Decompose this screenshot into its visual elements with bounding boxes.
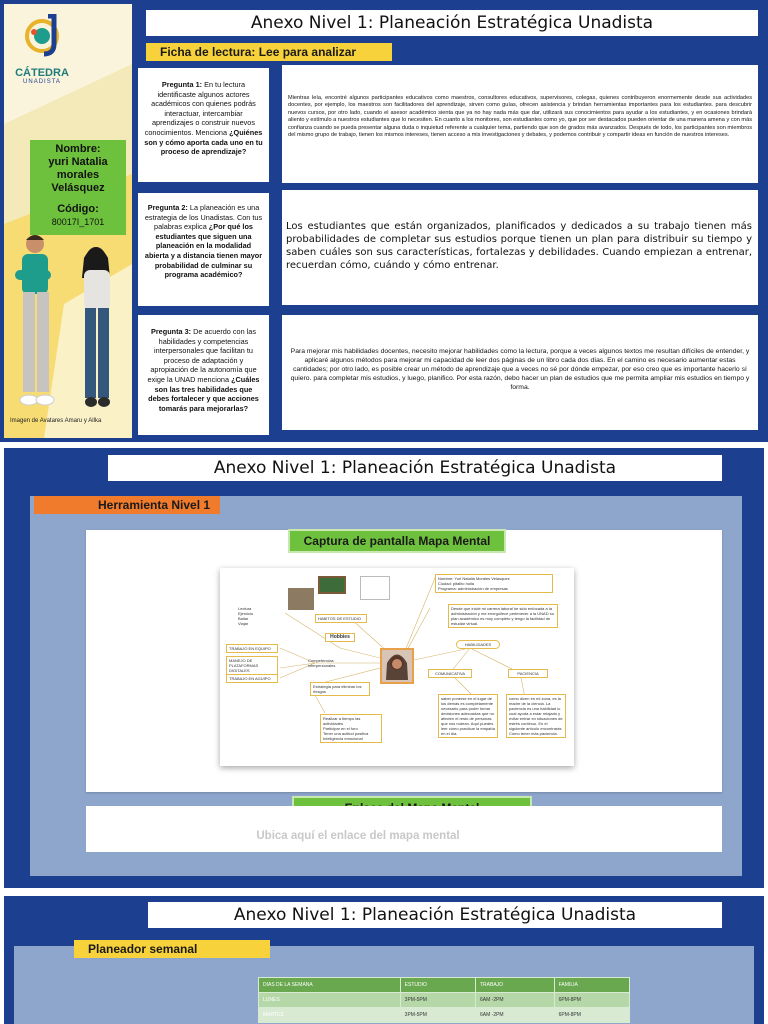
student-info-box <box>30 140 126 235</box>
avatar-caption: Imagen de Avatares Amaru y Allka <box>10 418 102 424</box>
question-2 <box>138 193 269 306</box>
table-row <box>259 993 630 1008</box>
answer-1: Mientras leía, encontré algunos participantes educativos como maestros, consultores educativos, supervisores, colegas, quienes contribuyeron enormemente desde sus actividades docentes, por ejemplo, los maestros son facilitadores del aprendizaje, sirven como guías, ofrecen asistencia y brindan herramientas importantes para los estudiantes. para descubrir nuevos cursos, por otro lado, cuando el asesor académico sienta que ya no hay nada más que dar, utilizará sus conocimientos para ayudar a los estudiantes, y en ocasiones brindará aliento y estímulo a nuestros estudiantes que lo necesiten. En cuanto a los monitores, son estudiantes como yo, que por ser destacados pueden orientar de una manera amena y con más confianza cuando se pueda presentar alguna duda o inquietud referente a cualquier tema, partiendo que son de grados más avanzados. Después de todo, los participantes son miembros del mismo grupo de trabajo, tienen los mismos intereses, tienen acceso a mis investigaciones y debates, y podemos contribuir y compartir ideas en función de nuestros intereses. <box>282 65 758 183</box>
table-cell: 6PM-8PM <box>554 1008 629 1023</box>
mm-hobby-list: Lectura Ejercicio Bailar Viajar <box>238 606 254 626</box>
mm-info-box: Nombre: Yuri Natalia Morales Velasquez Ciudad: pitalito huila Programa: administración de empresas <box>435 574 553 593</box>
mm-trabajo-equipo-1: TRABAJO EN EQUIPO <box>226 644 278 653</box>
mm-paciencia-text: como dicen en mi zona, es la madre de la ciencia. La paciencia es una habilidad lo cual ayuda a estar relajado y evitar entrar en situaciones de estrés continuo. En el siguiente artículo encontrarás Cómo tener más paciencia. <box>506 694 566 738</box>
mm-habilidades: HABILIDADES <box>456 640 500 649</box>
mm-hobbies: Hobbies <box>325 633 355 642</box>
table-cell: 6PM-8PM <box>554 993 629 1008</box>
link-placeholder: Ubica aquí el enlace del mapa mental <box>256 830 460 842</box>
q1-bold: ¿Quiénes son y cómo aporta cada uno en tu proceso de aprendizaje? <box>144 127 263 157</box>
mm-thumb-3 <box>360 576 390 600</box>
mm-manejo: MANEJO DE PLATAFORMAS DIGITALES <box>226 656 278 675</box>
weekly-planner-table <box>258 977 630 1023</box>
code-value: 80017I_1701 <box>51 217 105 227</box>
mm-thumb-1 <box>288 588 314 610</box>
link-box[interactable] <box>86 806 722 852</box>
capture-label: Captura de pantalla Mapa Mental <box>290 531 504 551</box>
slide3-section-label: Planeador semanal <box>74 940 270 958</box>
name-value: yuri Natalia morales Velásquez <box>48 156 108 194</box>
avatar-allka <box>82 247 110 407</box>
table-row <box>259 1008 630 1023</box>
table-header: FAMILIA <box>554 978 629 993</box>
mm-thumb-2 <box>318 576 346 594</box>
q2-bold: ¿Por qué los estudiantes que siguen una planeación en la modalidad abierta y a distancia tienen mayor probabilidad de culminar su programa académico? <box>144 222 263 280</box>
logo-sub: UNADISTA <box>23 79 61 85</box>
mm-estrategia: Estrategia para eliminar los riesgos <box>310 682 370 696</box>
avatar-amaru <box>15 235 54 405</box>
table-header: ESTUDIO <box>400 978 475 993</box>
table-header: TRABAJO <box>475 978 554 993</box>
table-header: DIAS DE LA SEMANA <box>259 978 401 993</box>
table-cell: LUNES <box>259 993 401 1008</box>
catedra-logo <box>12 14 72 94</box>
q2-lead: Pregunta 2: <box>147 203 188 212</box>
table-cell: MARTES <box>259 1008 401 1023</box>
logo-mark-icon <box>12 14 72 62</box>
mindmap-screenshot <box>220 568 574 766</box>
slide2-title: Anexo Nivel 1: Planeación Estratégica Unadista <box>108 455 722 481</box>
table-cell: 3PM-5PM <box>400 1008 475 1023</box>
mm-habitos: HABITOS DE ESTUDIO <box>315 614 367 623</box>
slide2-section-label: Herramienta Nivel 1 <box>34 496 220 514</box>
mm-comunicativa: COMUNICATIVA <box>428 669 472 678</box>
avatars-illustration <box>10 230 126 420</box>
slide3-title: Anexo Nivel 1: Planeación Estratégica Unadista <box>148 902 722 928</box>
table-cell: 3PM-5PM <box>400 993 475 1008</box>
q3-text: De acuerdo con las habilidades y competencias interpersonales que facilitan tu proceso de adaptación y apropiación de la autonomía que exige la UNAD menciona <box>147 327 257 384</box>
mm-paciencia: PACIENCIA <box>508 669 548 678</box>
q1-text: En tu lectura identificaste algunos actores académicos con quienes podrás interactuar, intercambiar aprendizajes o construir nuevos conocimientos. Menciona <box>144 80 256 137</box>
mm-realizar: Realizar a tiempo las actividades Participar en el foro Tener una actitud positiva Inteligencia emocional <box>320 714 382 743</box>
question-3 <box>138 315 269 435</box>
table-header-row <box>259 978 630 993</box>
mm-comunicativa-text: saber ponerse en el lugar de los demás es completamente necesario para poder tomar decisiones adecuadas que no afecten el resto de personas que nos rodean. Aquí puedes leer cómo practicar la empatía en el día. <box>438 694 498 738</box>
mm-trabajo-equipo-2: TRABAJO EN AGUIPO <box>226 674 278 683</box>
portrait-icon <box>382 650 412 682</box>
q3-bold: ¿Cuáles son las tres habilidades que debes fortalecer y que acciones tomarás para mejorarlas? <box>148 374 260 413</box>
table-cell: 6AM -2PM <box>475 993 554 1008</box>
mm-center-photo <box>380 648 414 684</box>
answer-3: Para mejorar mis habilidades docentes, necesito mejorar habilidades como la lectura, porque a veces algunos textos me resultan difíciles de entender, y aplicaré algunos métodos para mejorar mi capacidad de leer dos páginas de un libro cada dos días. En el camino es necesario aumentar estas cantidades; por otro lado, es posible crear un método de aprendizaje que a veces no sé por dónde empezar, por eso creo que es importante hacerlo sí quiero. para completar mis estudios, y luego, planifico. Por esta razón, debo hacer un plan de estudios que me permita ampliar mis estudios en tiempo y forma. <box>282 315 758 430</box>
mm-competencias: Competencias interpersonales <box>308 658 336 668</box>
q1-lead: Pregunta 1: <box>161 80 203 89</box>
question-1 <box>138 68 269 182</box>
q3-lead: Pregunta 3: <box>150 327 192 336</box>
name-label: Nombre: <box>55 143 101 155</box>
q2-text: La planeación es una estrategia de los Unadistas. Con tus palabras explica <box>144 203 263 232</box>
slide1-section-label: Ficha de lectura: Lee para analizar <box>146 43 392 61</box>
slide1-title: Anexo Nivel 1: Planeación Estratégica Unadista <box>146 10 758 36</box>
code-label: Código: <box>57 203 99 215</box>
mm-desc-box: Desde que inicié mi carrera laboral he sido enfocada a la administración y me enorgullece pertenecer a la UNAD su plan académico es muy completo y tengo la facilidad de estudiar virtual. <box>448 604 558 628</box>
answer-2: Los estudiantes que están organizados, planificados y dedicados a su trabajo tienen más probabilidades de completar sus estudios porque tienen un plan para distribuir su tiempo y saben cuáles son sus características, fortalezas y debilidades. Cuando empiezan a entrenar, recuerdan cómo, cuándo y cómo entrenar. <box>282 190 758 305</box>
table-cell: 6AM -2PM <box>475 1008 554 1023</box>
logo-brand: CÁTEDRA <box>15 67 69 79</box>
